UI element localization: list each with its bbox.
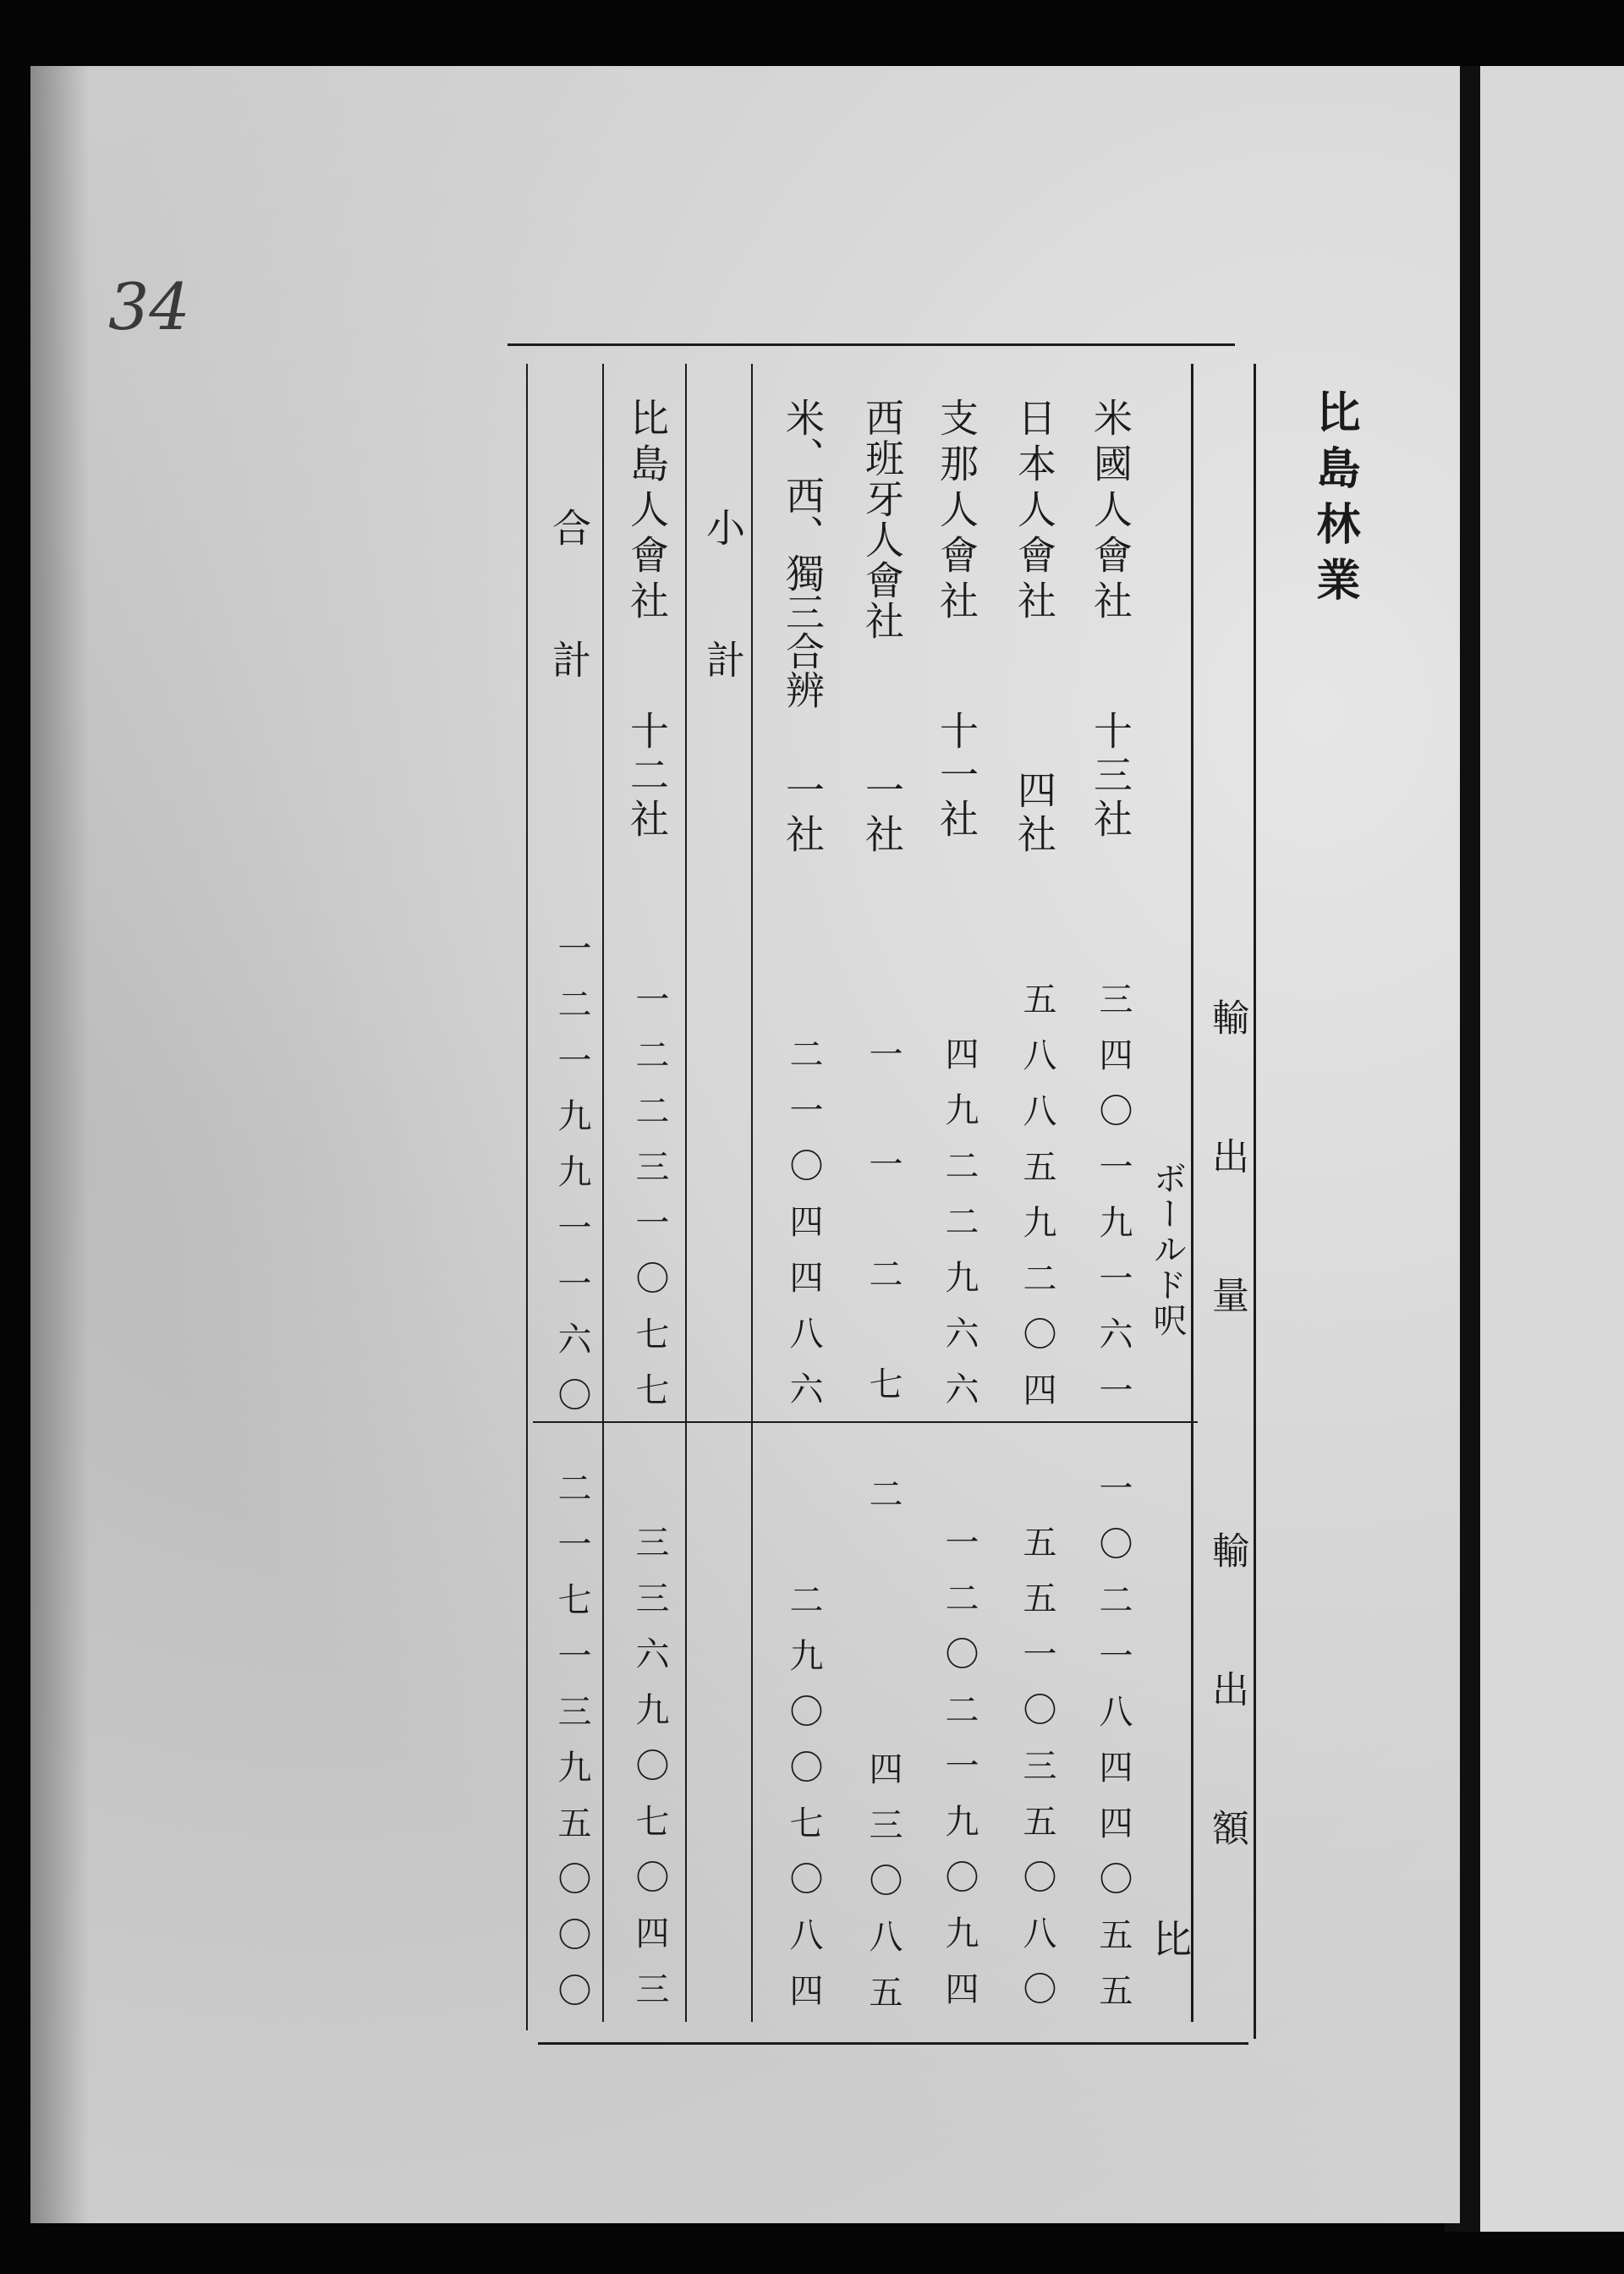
- row-quantity-chinese: 四九二二九六六: [940, 1036, 979, 1427]
- table-rule-after-subtotal: [685, 364, 687, 2022]
- table-rule-before-total: [602, 364, 604, 2022]
- row-name-chinese: 支那人會社: [934, 398, 979, 626]
- page-number: 34: [108, 269, 190, 344]
- row-name-spanish: 西班牙人會社: [859, 398, 905, 641]
- row-quantity-joint-venture: 二一〇四四八六: [784, 1036, 823, 1427]
- row-name-filipino: 比島人會社: [624, 398, 670, 626]
- page-heading: 比島林業: [1309, 389, 1360, 612]
- row-value-chinese: 一二〇二一九〇九四: [940, 1524, 979, 2027]
- facing-page-edge: [1480, 66, 1624, 2232]
- row-value-joint-venture: 二九〇〇七〇八四: [784, 1582, 823, 2029]
- row-name-total: 合計: [546, 508, 592, 772]
- table-outer-right-rule: [1254, 364, 1256, 2039]
- quantity-unit: ボールド呎: [1148, 1161, 1187, 1338]
- row-value-spanish: 四三〇八五: [864, 1751, 903, 2030]
- row-name-american: 米國人會社: [1088, 398, 1133, 626]
- table-outer-left-rule: [526, 364, 528, 2030]
- row-count-american: 十三社: [1088, 711, 1133, 843]
- row-count-chinese: 十一社: [934, 711, 979, 843]
- table-bottom-rule: [538, 2042, 1248, 2045]
- row-quantity-filipino: 一二二三一〇七七: [630, 981, 669, 1428]
- row-value-filipino: 三三六九〇七〇四三: [630, 1524, 669, 2027]
- row-name-joint-venture: 米、西、獨三合辨: [780, 398, 826, 709]
- row-quantity-spanish: 一一二七二: [864, 1036, 903, 1586]
- row-count-filipino: 十二社: [624, 711, 670, 843]
- row-quantity-american: 三四〇一九一六一: [1094, 981, 1133, 1428]
- row-value-japanese: 五五一〇三五〇八〇: [1018, 1524, 1056, 2027]
- row-value-total: 二一七一三九五〇〇〇: [552, 1470, 591, 2029]
- header-export-value: 輸出額: [1205, 1531, 1248, 1947]
- row-quantity-total: 一二一九九一一六〇: [552, 931, 591, 1433]
- row-name-subtotal: 小計: [700, 508, 746, 772]
- row-value-american: 一〇二一八四四〇五五: [1094, 1470, 1133, 2029]
- table-rule-before-subtotal: [751, 364, 753, 2022]
- table-top-rule: [508, 343, 1235, 346]
- row-count-japanese: 四社: [1012, 770, 1057, 858]
- row-name-japanese: 日本人會社: [1012, 398, 1057, 626]
- page-edge-shadow: [30, 66, 90, 2223]
- header-export-quantity: 輸出量: [1205, 998, 1248, 1414]
- row-quantity-japanese: 五八八五九二〇四: [1018, 981, 1056, 1428]
- row-count-joint-venture: 一社: [780, 770, 826, 858]
- value-unit: 比: [1147, 1919, 1193, 1959]
- row-count-spanish: 一社: [859, 770, 905, 858]
